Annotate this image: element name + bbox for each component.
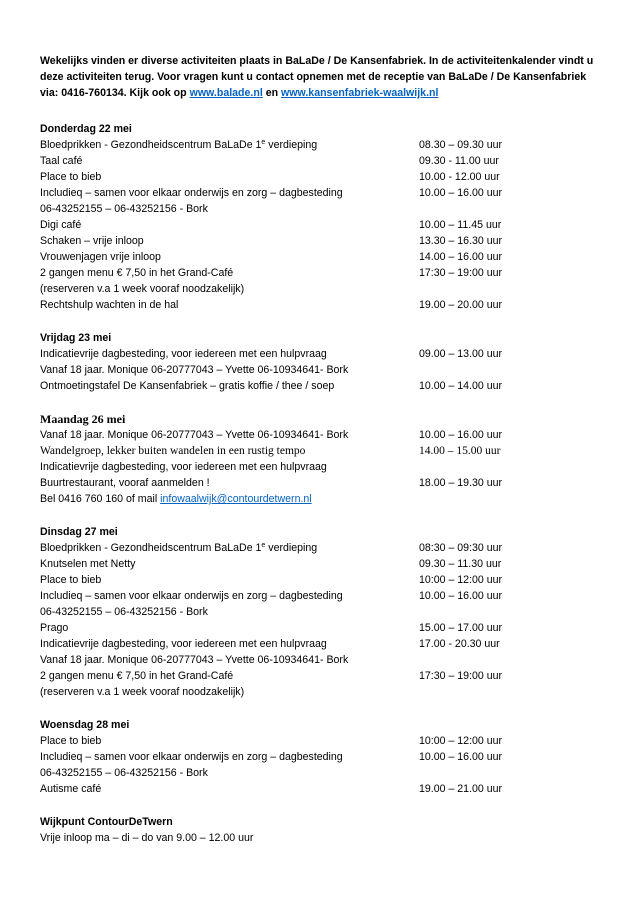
activity-text: (reserveren v.a 1 week vooraf noodzakelijk) <box>40 283 245 295</box>
footer-section <box>40 814 600 846</box>
activity-name <box>40 556 135 572</box>
activity-time: 18.00 – 19.30 uur <box>419 477 503 489</box>
activity-name <box>40 233 144 249</box>
activity-name <box>40 620 68 636</box>
activity-name <box>40 604 208 620</box>
activity-name <box>40 346 327 362</box>
activity-time: 10:00 – 12:00 uur <box>419 735 503 747</box>
email-link[interactable]: infowaalwijk@contourdetwern.nl <box>160 493 312 505</box>
activity-text: 06-43252155 – 06-43252156 - Bork <box>40 767 208 779</box>
ordinal-superscript: e <box>261 139 266 146</box>
activity-row <box>40 185 600 201</box>
activity-time: 10.00 – 16.00 uur <box>419 751 503 763</box>
activity-time: 17.00 - 20.30 uur <box>419 638 500 650</box>
activity-text: Indicatievrije dagbesteding, voor iedereen met een hulpvraag <box>40 348 327 360</box>
activity-row <box>40 201 600 217</box>
wijkpunt-hours: Vrije inloop ma – di – do van 9.00 – 12.00 uur <box>40 832 254 844</box>
activity-row <box>40 362 600 378</box>
activity-name <box>40 427 348 443</box>
activity-time: 08.30 – 09.30 uur <box>419 139 503 151</box>
activity-name <box>40 572 101 588</box>
activity-name <box>40 475 210 491</box>
activity-text: Bloedprikken - Gezondheidscentrum BaLaDe 1 <box>40 542 262 554</box>
activity-name <box>40 443 305 459</box>
activity-row <box>40 588 600 604</box>
activity-text: 2 gangen menu € 7,50 in het Grand-Café <box>40 670 234 682</box>
day-title: Woensdag 28 mei <box>40 719 130 731</box>
activity-text: Digi café <box>40 219 82 231</box>
activity-row <box>40 153 600 169</box>
activity-name <box>40 459 327 475</box>
activity-row <box>40 733 600 749</box>
activity-row <box>40 749 600 765</box>
balade-link[interactable]: www.balade.nl <box>189 87 263 99</box>
activity-row <box>40 620 600 636</box>
activity-time: 09.30 – 11.30 uur <box>419 558 502 570</box>
activity-text: Buurtrestaurant, vooraf aanmelden ! <box>40 477 210 489</box>
activity-row <box>40 169 600 185</box>
day-section <box>40 330 600 394</box>
activity-text: Includieq – samen voor elkaar onderwijs en zorg – dagbesteding <box>40 751 343 763</box>
day-section <box>40 717 600 797</box>
activity-text: 2 gangen menu € 7,50 in het Grand-Café <box>40 267 234 279</box>
activity-row <box>40 459 600 475</box>
activity-time: 19.00 – 21.00 uur <box>419 783 503 795</box>
activity-text: Place to bieb <box>40 735 102 747</box>
activity-time: 10.00 - 12.00 uur <box>419 171 500 183</box>
activity-text: Ontmoetingstafel De Kansenfabriek – gratis koffie / thee / soep <box>40 380 335 392</box>
activity-time: 10.00 – 16.00 uur <box>419 590 503 602</box>
activity-row <box>40 684 600 700</box>
activity-row <box>40 604 600 620</box>
activity-name <box>40 684 244 700</box>
intro-connector: en <box>262 87 282 99</box>
activity-text: Vrouwenjagen vrije inloop <box>40 251 161 263</box>
activity-name <box>40 169 101 185</box>
activity-time: 10.00 – 16.00 uur <box>419 187 503 199</box>
activity-text-suffix: verdieping <box>265 542 318 554</box>
activity-time: 14.00 – 15.00 uur <box>419 445 501 457</box>
day-title: Dinsdag 27 mei <box>40 526 118 538</box>
activity-name <box>40 781 101 797</box>
activity-time: 10.00 – 14.00 uur <box>419 380 503 392</box>
activity-name <box>40 588 343 604</box>
activity-text: Prago <box>40 622 69 634</box>
activity-row <box>40 233 600 249</box>
activity-name <box>40 668 233 684</box>
activity-name <box>40 491 312 507</box>
activity-row <box>40 765 600 781</box>
activity-row <box>40 636 600 652</box>
activity-time: 10:00 – 12:00 uur <box>419 574 503 586</box>
day-title: Maandag 26 mei <box>40 412 126 426</box>
activity-row <box>40 378 600 394</box>
activity-name <box>40 733 101 749</box>
activity-text: 06-43252155 – 06-43252156 - Bork <box>40 606 208 618</box>
activity-text: Place to bieb <box>40 171 102 183</box>
activity-text: Includieq – samen voor elkaar onderwijs en zorg – dagbesteding <box>40 590 343 602</box>
activity-row <box>40 556 600 572</box>
day-section <box>40 524 600 700</box>
activity-name <box>40 749 343 765</box>
activity-time: 15.00 – 17.00 uur <box>419 622 503 634</box>
activity-text: Autisme café <box>40 783 102 795</box>
activity-row <box>40 491 600 507</box>
activity-text: Vanaf 18 jaar. Monique 06-20777043 – Yvette 06-10934641- Bork <box>40 654 349 666</box>
activity-time: 10.00 – 11.45 uur <box>419 219 502 231</box>
activity-calendar-page <box>40 53 600 863</box>
activity-text-suffix: verdieping <box>265 139 318 151</box>
activity-row <box>40 475 600 491</box>
activity-time: 14.00 – 16.00 uur <box>419 251 503 263</box>
activity-name <box>40 636 327 652</box>
activity-row <box>40 668 600 684</box>
activity-name <box>40 217 81 233</box>
activity-text: Vanaf 18 jaar. Monique 06-20777043 – Yvette 06-10934641- Bork <box>40 364 349 376</box>
activity-name <box>40 540 317 556</box>
activity-time: 17:30 – 19:00 uur <box>419 267 503 279</box>
activity-text: Rechtshulp wachten in de hal <box>40 299 179 311</box>
activity-row <box>40 346 600 362</box>
activity-time: 10.00 – 16.00 uur <box>419 429 503 441</box>
activity-text: Schaken – vrije inloop <box>40 235 144 247</box>
activity-row <box>40 297 600 313</box>
day-schedule-list <box>40 121 600 797</box>
activity-row <box>40 781 600 797</box>
activity-time: 17:30 – 19:00 uur <box>419 670 503 682</box>
intro-paragraph <box>40 53 600 101</box>
activity-name <box>40 362 348 378</box>
activity-text: Vanaf 18 jaar. Monique 06-20777043 – Yvette 06-10934641- Bork <box>40 429 349 441</box>
intro-text: Wekelijks vinden er diverse activiteiten plaats in BaLaDe / De Kansenfabriek. In de activiteitenkalender vindt u deze activiteiten terug. Voor vragen kunt u contact opnemen met de receptie van BaLaDe / De Kansenfabriek via: 0416-760134. Kijk ook op <box>40 55 594 99</box>
activity-text: Bloedprikken - Gezondheidscentrum BaLaDe 1 <box>40 139 262 151</box>
activity-text: Knutselen met Netty <box>40 558 136 570</box>
activity-text: Wandelgroep, lekker buiten wandelen in een rustig tempo <box>40 445 306 457</box>
activity-name <box>40 652 348 668</box>
activity-text: 06-43252155 – 06-43252156 - Bork <box>40 203 208 215</box>
day-section <box>40 121 600 313</box>
wijkpunt-title: Wijkpunt ContourDeTwern <box>40 816 173 828</box>
activity-row <box>40 265 600 281</box>
activity-row <box>40 249 600 265</box>
activity-row <box>40 217 600 233</box>
activity-text: Indicatievrije dagbesteding, voor iedereen met een hulpvraag <box>40 461 327 473</box>
day-title: Donderdag 22 mei <box>40 123 132 135</box>
activity-text: Place to bieb <box>40 574 102 586</box>
activity-row <box>40 427 600 443</box>
day-section <box>40 411 600 507</box>
activity-text: Bel 0416 760 160 of mail <box>40 493 161 505</box>
activity-time: 13.30 – 16.30 uur <box>419 235 503 247</box>
activity-time: 09.30 - 11.00 uur <box>419 155 499 167</box>
activity-row <box>40 281 600 297</box>
activity-row <box>40 137 600 153</box>
activity-name <box>40 201 208 217</box>
kansenfabriek-link[interactable]: www.kansenfabriek-waalwijk.nl <box>281 87 439 99</box>
day-title: Vrijdag 23 mei <box>40 332 112 344</box>
activity-text: Taal café <box>40 155 83 167</box>
activity-row <box>40 572 600 588</box>
activity-text: Includieq – samen voor elkaar onderwijs en zorg – dagbesteding <box>40 187 343 199</box>
activity-name <box>40 297 178 313</box>
activity-name <box>40 185 343 201</box>
activity-text: Indicatievrije dagbesteding, voor iedereen met een hulpvraag <box>40 638 327 650</box>
activity-name <box>40 137 317 153</box>
activity-name <box>40 281 244 297</box>
activity-time: 19.00 – 20.00 uur <box>419 299 503 311</box>
activity-name <box>40 153 82 169</box>
activity-time: 08:30 – 09:30 uur <box>419 542 503 554</box>
activity-name <box>40 765 208 781</box>
activity-row <box>40 652 600 668</box>
activity-name <box>40 378 334 394</box>
activity-time: 09.00 – 13.00 uur <box>419 348 503 360</box>
activity-row <box>40 443 600 459</box>
activity-row <box>40 540 600 556</box>
activity-name <box>40 265 233 281</box>
activity-text: (reserveren v.a 1 week vooraf noodzakelijk) <box>40 686 245 698</box>
activity-name <box>40 249 161 265</box>
ordinal-superscript: e <box>261 542 266 549</box>
